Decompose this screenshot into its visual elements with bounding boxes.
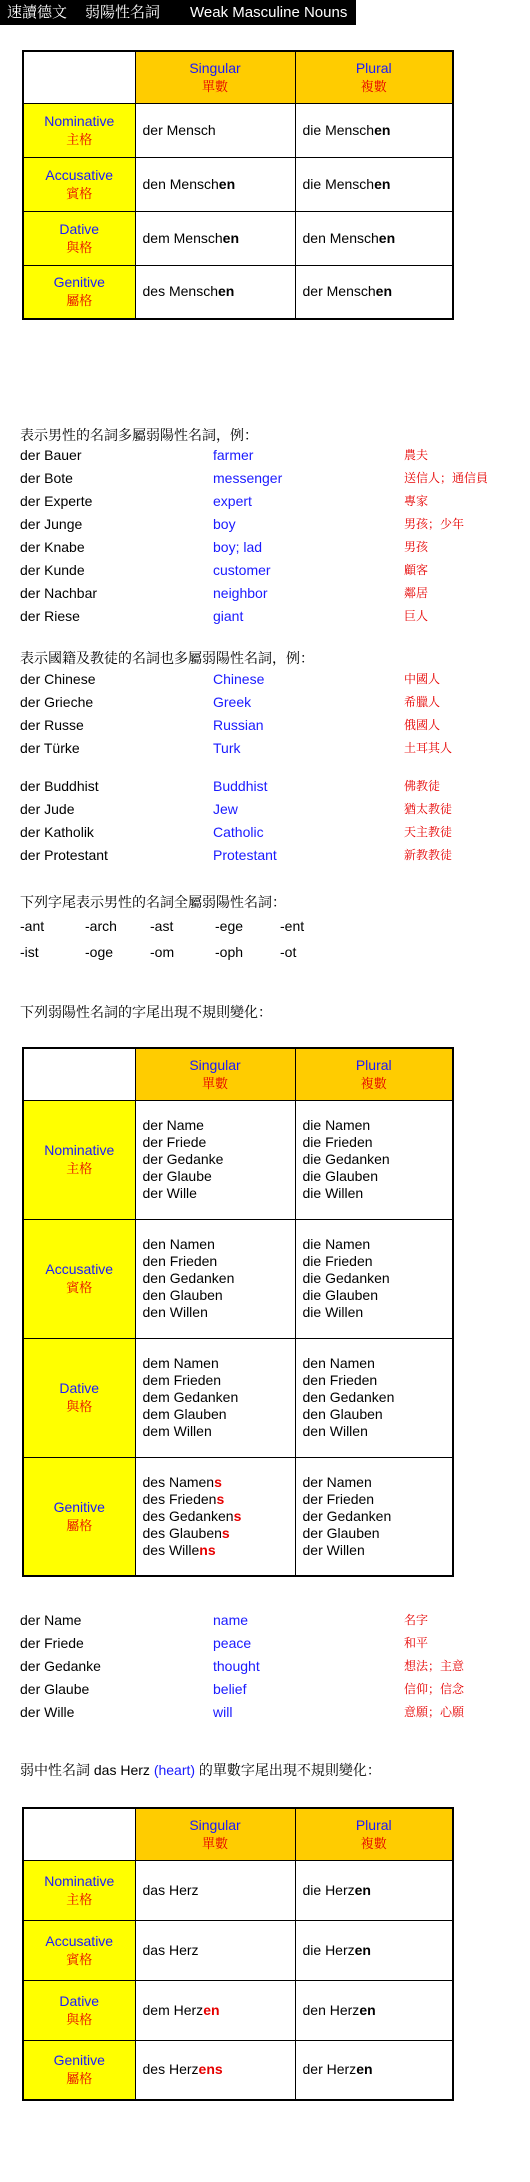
chinese-word: 和平 — [404, 1636, 429, 1650]
german-word: der Experte — [20, 493, 93, 509]
case-label: Dative — [59, 1380, 100, 1396]
case-label-zh: 屬格 — [66, 293, 93, 309]
german-word: der Gedanke — [20, 1658, 101, 1674]
intro-herz — [20, 1760, 381, 1780]
noun-form: dem Frieden — [142, 1372, 222, 1388]
noun-form: die Menschen — [302, 175, 391, 192]
case-label: Nominative — [44, 112, 115, 129]
case-label-zh: 屬格 — [66, 1517, 93, 1533]
noun-ending: en — [374, 175, 391, 192]
noun-ending: s — [216, 1490, 225, 1507]
noun-form: der Mensch — [142, 121, 216, 138]
singular-cell — [135, 1980, 295, 2040]
suffix-row — [20, 939, 345, 965]
table-row — [23, 265, 453, 319]
noun-form: des Gedankens — [142, 1507, 242, 1524]
noun-form: das Herz — [142, 1941, 199, 1958]
suffix: -ist — [20, 944, 39, 960]
noun-ending: en — [222, 229, 239, 246]
noun-form: der Glaube — [142, 1168, 212, 1184]
case-label: Genitive — [53, 274, 105, 291]
chinese-word: 顧客 — [404, 563, 429, 577]
german-word: der Name — [20, 1612, 82, 1628]
declension-table-irregular — [22, 1047, 454, 1577]
table-row — [23, 1980, 453, 2040]
plural-cell — [295, 103, 453, 157]
german-word: der Grieche — [20, 694, 94, 710]
chinese-word: 土耳其人 — [404, 741, 453, 755]
case-cell — [23, 1338, 135, 1457]
case-label-zh: 主格 — [66, 1161, 93, 1176]
title-middle: 弱陽性名詞 — [85, 4, 161, 21]
noun-ending: en — [203, 2001, 220, 2018]
singular-label-zh: 單數 — [201, 1835, 228, 1851]
singular-cell — [135, 1457, 295, 1576]
noun-form: die Namen — [302, 1117, 371, 1133]
suffix: -oge — [85, 944, 114, 960]
table-row — [23, 1457, 453, 1576]
singular-label: Singular — [189, 1056, 241, 1073]
case-cell — [23, 1219, 135, 1338]
german-word: der Bote — [20, 470, 73, 486]
noun-form: den Glauben — [142, 1287, 223, 1303]
noun-form: des Menschen — [142, 283, 235, 300]
noun-ending: en — [374, 121, 391, 138]
german-word: der Protestant — [20, 847, 108, 863]
table-row — [23, 2040, 453, 2100]
noun-form: der Name — [142, 1117, 204, 1133]
chinese-word: 名字 — [404, 1613, 429, 1627]
singular-header — [135, 51, 295, 103]
suffix: -arch — [85, 918, 117, 934]
plural-header — [295, 51, 453, 103]
singular-label: Singular — [189, 59, 241, 76]
plural-cell — [295, 2040, 453, 2100]
declension-table-mensch — [22, 50, 454, 320]
english-word: thought — [213, 1658, 260, 1674]
table-row — [23, 1860, 453, 1920]
german-word: der Riese — [20, 608, 80, 624]
plural-cell — [295, 1457, 453, 1576]
singular-cell — [135, 1860, 295, 1920]
english-word: customer — [213, 562, 271, 578]
case-cell — [23, 1980, 135, 2040]
english-word: Greek — [213, 694, 252, 710]
noun-form: der Menschen — [302, 283, 392, 300]
case-label: Accusative — [45, 1932, 114, 1949]
chinese-word: 男孩 — [404, 540, 429, 554]
singular-cell — [135, 1219, 295, 1338]
chinese-word: 送信人；通信員 — [404, 471, 489, 485]
chinese-word: 信仰；信念 — [404, 1682, 465, 1696]
chinese-word: 天主教徒 — [404, 825, 453, 839]
case-label: Dative — [59, 220, 100, 237]
noun-form: des Namens — [142, 1473, 222, 1490]
english-word: farmer — [213, 447, 254, 463]
plural-cell — [295, 211, 453, 265]
case-label-zh: 與格 — [66, 239, 93, 255]
noun-form: der Frieden — [302, 1490, 375, 1507]
singular-cell — [135, 1100, 295, 1219]
german-word: der Friede — [20, 1635, 84, 1651]
noun-ending: en — [356, 2061, 373, 2078]
noun-form: dem Gedanken — [142, 1389, 239, 1405]
noun-form: des Glaubens — [142, 1524, 230, 1541]
intro-herz-english: (heart) — [153, 1762, 196, 1778]
english-word: Russian — [213, 717, 264, 733]
table-row — [23, 157, 453, 211]
german-word: der Junge — [20, 516, 83, 532]
noun-form: dem Menschen — [142, 229, 239, 246]
case-cell — [23, 211, 135, 265]
case-cell — [23, 1100, 135, 1219]
case-label: Nominative — [44, 1142, 115, 1158]
plural-label-zh: 複數 — [360, 1835, 387, 1851]
suffix: -ant — [20, 918, 45, 934]
noun-form: den Gedanken — [302, 1389, 395, 1405]
corner-cell — [23, 1808, 135, 1860]
chinese-word: 猶太教徒 — [404, 802, 453, 816]
plural-cell — [295, 265, 453, 319]
english-word: Chinese — [213, 671, 265, 687]
case-label-zh: 賓格 — [66, 1280, 93, 1295]
plural-label: Plural — [355, 1816, 392, 1833]
suffix: -om — [150, 944, 175, 960]
noun-ending: en — [217, 283, 235, 300]
noun-form: die Willen — [302, 1185, 364, 1201]
table-row — [23, 1920, 453, 1980]
table-row — [23, 103, 453, 157]
corner-cell — [23, 51, 135, 103]
noun-ending: ens — [198, 2061, 223, 2078]
case-label: Nominative — [44, 1872, 115, 1889]
case-label-zh: 與格 — [66, 2011, 93, 2027]
noun-form: die Frieden — [302, 1134, 373, 1150]
chinese-word: 農夫 — [404, 448, 429, 462]
noun-form: des Friedens — [142, 1490, 225, 1507]
noun-form: der Glauben — [302, 1524, 380, 1541]
plural-cell — [295, 1219, 453, 1338]
german-word: der Jude — [20, 801, 75, 817]
german-word: der Türke — [20, 740, 80, 756]
english-word: belief — [213, 1681, 247, 1697]
german-word: der Russe — [20, 717, 84, 733]
noun-form: den Willen — [142, 1304, 208, 1320]
chinese-word: 新教教徒 — [404, 848, 453, 862]
plural-cell — [295, 1860, 453, 1920]
noun-ending: en — [359, 2001, 376, 2018]
singular-cell — [135, 211, 295, 265]
chinese-word: 意願；心願 — [404, 1705, 465, 1719]
plural-label-zh: 複數 — [360, 1075, 387, 1091]
noun-form: die Frieden — [302, 1253, 373, 1269]
noun-form: die Herzen — [302, 1881, 371, 1898]
title-english: Weak Masculine Nouns — [190, 4, 348, 21]
noun-form: die Namen — [302, 1236, 371, 1252]
noun-ending: ns — [199, 1541, 216, 1558]
noun-form: die Gedanken — [302, 1270, 390, 1286]
table-row — [23, 1100, 453, 1219]
chinese-word: 俄國人 — [404, 718, 441, 732]
noun-form: der Willen — [302, 1541, 365, 1558]
chinese-word: 中國人 — [404, 672, 441, 686]
german-word: der Bauer — [20, 447, 82, 463]
german-word: der Glaube — [20, 1681, 90, 1697]
suffix: -ot — [280, 944, 297, 960]
case-cell — [23, 157, 135, 211]
noun-form: den Namen — [142, 1236, 215, 1252]
noun-form: die Menschen — [302, 121, 391, 138]
noun-form: der Wille — [142, 1185, 197, 1201]
english-word: Buddhist — [213, 778, 268, 794]
case-cell — [23, 265, 135, 319]
case-label-zh: 與格 — [66, 1399, 93, 1414]
noun-form: dem Namen — [142, 1355, 219, 1371]
noun-form: der Namen — [302, 1473, 372, 1490]
case-label: Dative — [59, 1992, 100, 2009]
singular-label-zh: 單數 — [201, 1075, 228, 1091]
table-row — [23, 1219, 453, 1338]
noun-form: die Willen — [302, 1304, 364, 1320]
english-word: name — [213, 1612, 249, 1628]
noun-form: den Gedanken — [142, 1270, 235, 1286]
plural-label-zh: 複數 — [360, 78, 387, 94]
case-label: Genitive — [53, 1498, 105, 1515]
noun-form: den Glauben — [302, 1406, 383, 1422]
english-word: Protestant — [213, 847, 277, 863]
noun-form: die Herzen — [302, 1941, 371, 1958]
singular-cell — [135, 1920, 295, 1980]
noun-form: den Frieden — [142, 1253, 218, 1269]
noun-form: den Namen — [302, 1355, 375, 1371]
case-label-zh: 賓格 — [66, 185, 93, 201]
noun-ending: en — [375, 283, 392, 300]
case-label-zh: 主格 — [66, 131, 93, 147]
case-label: Accusative — [45, 1261, 114, 1277]
case-cell — [23, 1457, 135, 1576]
noun-ending: s — [221, 1524, 230, 1541]
noun-form: die Glauben — [302, 1287, 379, 1303]
case-label: Accusative — [45, 166, 114, 183]
noun-form: der Friede — [142, 1134, 207, 1150]
noun-ending: en — [378, 229, 396, 246]
noun-form: dem Herzen — [142, 2001, 220, 2018]
noun-form: den Herzen — [302, 2001, 376, 2018]
german-word: der Nachbar — [20, 585, 98, 601]
title-left: 速讀德文 — [7, 4, 68, 21]
chinese-word: 專家 — [404, 494, 429, 508]
noun-form: der Gedanken — [302, 1507, 392, 1524]
table-row — [23, 211, 453, 265]
english-word: neighbor — [213, 585, 268, 601]
chinese-word: 佛教徒 — [404, 779, 441, 793]
noun-ending: s — [214, 1473, 222, 1490]
chinese-word: 希臘人 — [404, 695, 441, 709]
noun-form: den Willen — [302, 1423, 368, 1439]
case-label-zh: 屬格 — [66, 2071, 93, 2087]
intro-nationality: 表示國籍及教徒的名詞也多屬弱陽性名詞，例： — [20, 650, 314, 666]
table-row — [23, 1338, 453, 1457]
suffix-row — [20, 913, 345, 939]
german-word: der Kunde — [20, 562, 85, 578]
english-word: expert — [213, 493, 252, 509]
corner-cell — [23, 1048, 135, 1100]
noun-form: dem Glauben — [142, 1406, 227, 1422]
noun-form: dem Willen — [142, 1423, 212, 1439]
case-cell — [23, 1920, 135, 1980]
noun-form: den Frieden — [302, 1372, 378, 1388]
noun-ending: s — [233, 1507, 242, 1524]
plural-header — [295, 1048, 453, 1100]
chinese-word: 男孩；少年 — [404, 517, 465, 531]
case-cell — [23, 1860, 135, 1920]
english-word: messenger — [213, 470, 283, 486]
chinese-word: 鄰居 — [404, 586, 429, 600]
plural-cell — [295, 1338, 453, 1457]
plural-label: Plural — [355, 1056, 392, 1073]
suffix: -oph — [215, 944, 244, 960]
noun-form: des Willens — [142, 1541, 216, 1558]
case-label: Genitive — [53, 2052, 105, 2069]
intro-suffixes: 下列字尾表示男性的名詞全屬弱陽性名詞： — [20, 894, 286, 910]
suffix: -ege — [215, 918, 244, 934]
noun-form: den Menschen — [302, 229, 396, 246]
noun-form: den Menschen — [142, 175, 236, 192]
intro-masculine-persons: 表示男性的名詞多屬弱陽性名詞，例： — [20, 427, 258, 443]
german-word: der Buddhist — [20, 778, 99, 794]
plural-cell — [295, 1980, 453, 2040]
singular-header — [135, 1048, 295, 1100]
english-word: boy; lad — [213, 539, 263, 555]
singular-cell — [135, 2040, 295, 2100]
noun-form: die Glauben — [302, 1168, 379, 1184]
singular-header — [135, 1808, 295, 1860]
english-word: boy — [213, 516, 236, 532]
case-cell — [23, 103, 135, 157]
case-label-zh: 主格 — [66, 1891, 93, 1907]
suffix: -ast — [150, 918, 174, 934]
singular-label: Singular — [189, 1816, 241, 1833]
plural-cell — [295, 1100, 453, 1219]
title-bar — [0, 0, 356, 25]
english-word: Jew — [213, 801, 238, 817]
noun-form: das Herz — [142, 1881, 199, 1898]
english-word: giant — [213, 608, 244, 624]
plural-header — [295, 1808, 453, 1860]
suffix: -ent — [280, 918, 305, 934]
singular-label-zh: 單數 — [201, 78, 228, 94]
english-word: Turk — [213, 740, 241, 756]
suffix-list — [20, 913, 345, 965]
singular-cell — [135, 157, 295, 211]
declension-table-herz — [22, 1807, 454, 2101]
english-word: peace — [213, 1635, 252, 1651]
noun-form: der Gedanke — [142, 1151, 224, 1167]
noun-form: der Herzen — [302, 2061, 373, 2078]
singular-cell — [135, 265, 295, 319]
german-word: der Wille — [20, 1704, 75, 1720]
german-word: der Katholik — [20, 824, 94, 840]
german-word: der Knabe — [20, 539, 85, 555]
intro-irregular: 下列弱陽性名詞的字尾出現不規則變化： — [20, 1004, 272, 1020]
noun-form: des Herzens — [142, 2061, 223, 2078]
plural-label: Plural — [355, 59, 392, 76]
case-label-zh: 賓格 — [66, 1951, 93, 1967]
case-cell — [23, 2040, 135, 2100]
intro-herz-text-end: 的單數字尾出現不規則變化： — [195, 1762, 381, 1778]
plural-cell — [295, 157, 453, 211]
noun-ending: en — [354, 1881, 371, 1898]
chinese-word: 想法；主意 — [404, 1659, 465, 1673]
plural-cell — [295, 1920, 453, 1980]
singular-cell — [135, 1338, 295, 1457]
german-word: der Chinese — [20, 671, 96, 687]
english-word: will — [213, 1704, 233, 1720]
english-word: Catholic — [213, 824, 264, 840]
noun-ending: en — [218, 175, 236, 192]
chinese-word: 巨人 — [404, 609, 429, 623]
noun-form: die Gedanken — [302, 1151, 390, 1167]
singular-cell — [135, 103, 295, 157]
intro-herz-text: 弱中性名詞 das Herz — [20, 1762, 154, 1778]
noun-ending: en — [354, 1941, 371, 1958]
